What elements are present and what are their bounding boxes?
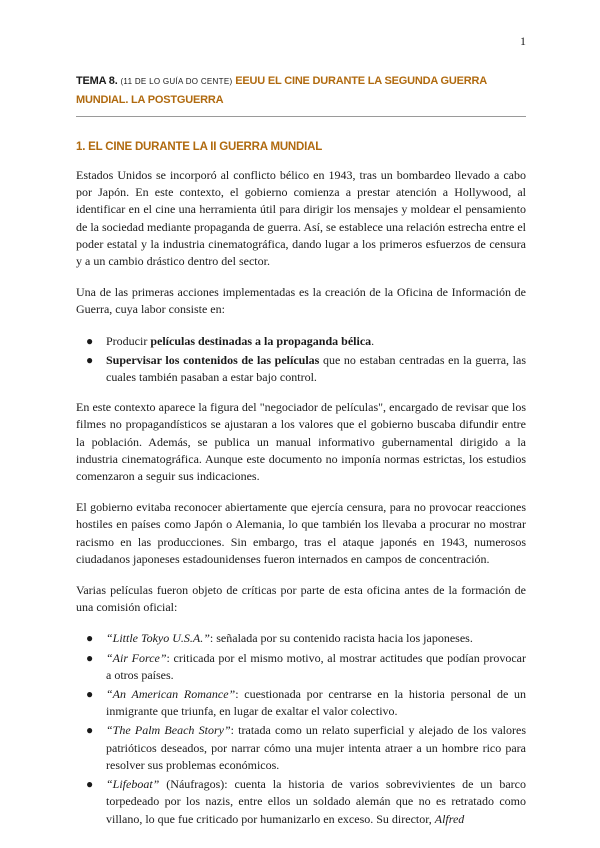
list-item: ● “The Palm Beach Story”: tratada como un relato superficial y alejado de los valores patrióticos deseados, por narrar cómo una mujer intenta atraer a un hombre rico para resolver sus problemas económicos. <box>86 723 526 772</box>
paragraph-5: Varias películas fueron objeto de críticas por parte de esta oficina antes de la formación de una comisión oficial: <box>76 583 526 615</box>
bullet-icon: ● <box>86 631 94 646</box>
bullet-icon: ● <box>86 723 94 738</box>
film-title: “An American Romance” <box>106 687 236 702</box>
bullet-icon: ● <box>86 687 94 702</box>
paragraph-1: Estados Unidos se incorporó al conflicto bélico en 1943, tras un bombardeo llevado a cabo por Japón. En este contexto, el gobierno comienza a prestar atención a Hollywood, al identificar en el cine una herramienta útil para dirigir los mensajes y moldear el pensamiento de la sociedad mediante propaganda de guerra. Así, se establece una relación estrecha entre el poder estatal y la industria cinematográfica, dando lugar a los primeros esfuerzos de censura y a un cambio drástico dentro del sector. <box>76 168 526 269</box>
paragraph-2: Una de las primeras acciones implementadas es la creación de la Oficina de Información de Guerra, cuya labor consiste en: <box>76 285 526 317</box>
film-title: “Air Force” <box>106 650 167 665</box>
criticized-films-list <box>76 630 526 827</box>
office-tasks-list <box>76 333 526 387</box>
bullet-icon: ● <box>86 352 94 367</box>
director-name: Alfred <box>434 811 465 826</box>
bullet-icon: ● <box>86 650 94 665</box>
list-item: ● “An American Romance”: cuestionada por centrarse en la historia personal de un inmigrante que triunfa, en lugar de exaltar el valor colectivo. <box>86 687 526 719</box>
list-item: ● Supervisar los contenidos de las películas que no estaban centradas en la guerra, las cuales también pasaban a estar bajo control. <box>86 352 526 385</box>
film-title: “Little Tokyo U.S.A.” <box>106 631 210 646</box>
film-title: “Lifeboat” <box>106 777 160 792</box>
bullet-icon: ● <box>86 777 94 792</box>
source-note: (11 DE LO GUÍA DO CENTE) <box>120 77 233 86</box>
film-title: “The Palm Beach Story” <box>106 723 231 738</box>
title-text: EEUU EL CINE DURANTE LA SEGUNDA GUERRA MUNDIAL. LA POSTGUERRA <box>76 75 487 106</box>
document-title <box>76 72 526 109</box>
page-number: 1 <box>520 34 526 48</box>
paragraph-3: En este contexto aparece la figura del "negociador de películas", encargado de revisar que los filmes no propagandísticos se ajustaran a los valores que el gobierno buscaba difundir entre la población. Además, se publica un manual informativo gubernamental dirigido a la industria cinematográfica. Aunque este documento no imponía normas estrictas, los estudios comenzaron a seguir sus indicaciones. <box>76 400 526 484</box>
list-item: ● Producir películas destinadas a la propaganda bélica. <box>76 333 526 350</box>
section-heading: 1. EL CINE DURANTE LA II GUERRA MUNDIAL <box>76 141 323 153</box>
bullet-icon: ● <box>86 333 94 348</box>
paragraph-4: El gobierno evitaba reconocer abiertamente que ejercía censura, para no provocar reacciones hostiles en países como Japón o Alemania, lo que también los llevaba a procurar no mostrar racismo en las producciones. Sin embargo, tras el ataque japonés en 1943, numerosos ciudadanos japoneses estadounidenses fueron internados en campos de concentración. <box>76 500 526 566</box>
body-content <box>76 167 526 841</box>
tema-label: TEMA 8. <box>76 75 118 87</box>
list-item: ● “Lifeboat” (Náufragos): cuenta la historia de varios sobrevivientes de un barco torpedeado por los nazis, entre ellos un soldado alemán que no es retratado como villano, lo que fue criticado por humanizarlo en exceso. Su director, Alfred <box>86 777 526 826</box>
list-item: ● “Air Force”: criticada por el mismo motivo, al mostrar actitudes que podían provocar a otros países. <box>86 650 526 682</box>
title-divider <box>76 116 526 117</box>
list-item: ● “Little Tokyo U.S.A.”: señalada por su contenido racista hacia los japoneses. <box>76 630 526 647</box>
